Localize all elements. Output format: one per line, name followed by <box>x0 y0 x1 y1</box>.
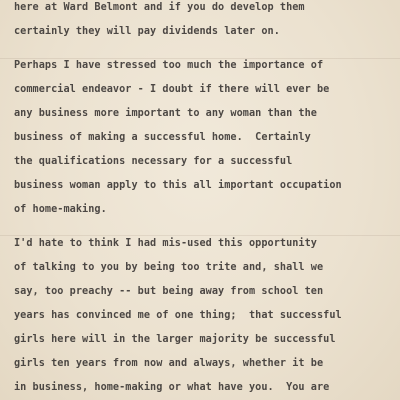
paper-crease <box>0 235 400 236</box>
text-line: say, too preachy -- but being away from school ten <box>14 286 324 297</box>
text-line: Perhaps I have stressed too much the importance of <box>14 60 324 71</box>
text-line: certainly they will pay dividends later on. <box>14 26 280 37</box>
text-line: girls ten years from now and always, whether it be <box>14 358 324 369</box>
text-line: in business, home-making or what have you. You are <box>14 382 330 393</box>
text-line: business of making a successful home. Certainly <box>14 132 311 143</box>
text-line: of talking to you by being too trite and, shall we <box>14 262 324 273</box>
text-line: years has convinced me of one thing; that successful <box>14 310 342 321</box>
text-line: business woman apply to this all important occupation <box>14 180 342 191</box>
paper-crease <box>0 58 400 59</box>
text-line: the qualifications necessary for a successful <box>14 156 293 167</box>
text-line: here at Ward Belmont and if you do develop them <box>14 2 305 13</box>
text-line: girls here will in the larger majority be successful <box>14 334 336 345</box>
text-line: commercial endeavor - I doubt if there will ever be <box>14 84 330 95</box>
text-line: I'd hate to think I had mis-used this opportunity <box>14 238 317 249</box>
text-line: any business more important to any woman than the <box>14 108 317 119</box>
text-line: of home-making. <box>14 204 107 215</box>
